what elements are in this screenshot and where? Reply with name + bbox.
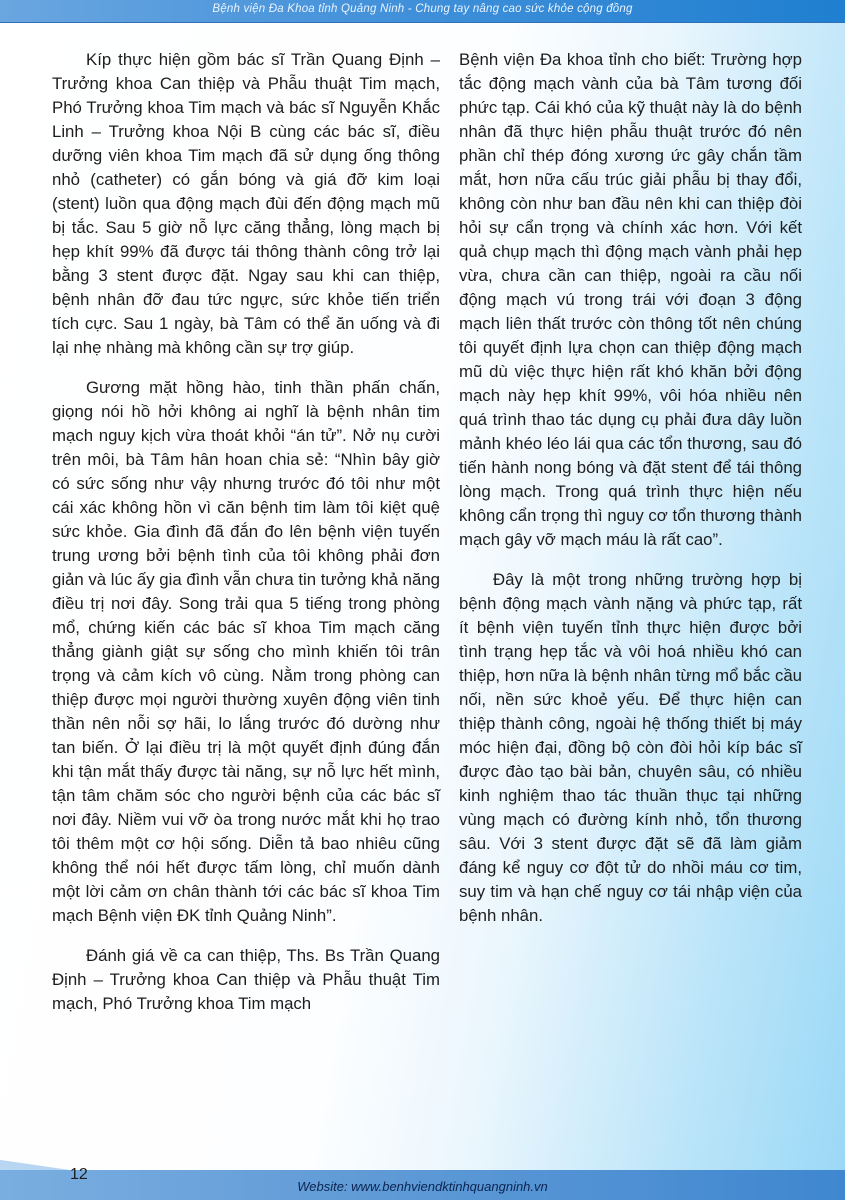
page-footer (0, 1148, 845, 1200)
header-bar (0, 0, 845, 23)
paragraph: Gương mặt hồng hào, tinh thần phấn chấn, giọng nói hồ hởi không ai nghĩ là bệnh nhân tim mạch nguy kịch vừa thoát khỏi “án tử”. Nở nụ cười trên môi, bà Tâm hân hoan chia sẻ: “Nhìn bây giờ có sức sống như vậy nhưng trước đó tôi như một cái xác không hồn vì căn bệnh tim làm tôi kiệt quệ sức khỏe. Gia đình đã đắn đo lên bệnh viện tuyến trung ương bởi bệnh tình của tôi không phải đơn giản và lúc ấy gia đình vẫn chưa tin tưởng khả năng điều trị nơi đây. Song trải qua 5 tiếng trong phòng mổ, chứng kiến các bác sĩ khoa Tim mạch căng thẳng giành giật sự sống cho mình khiến tôi trân trọng và cảm kích vô cùng. Nằm trong phòng can thiệp được mọi người thường xuyên động viên tinh thần nên nỗi sợ hãi, lo lắng trước đó dường như tan biến. Ở lại điều trị là một quyết định đúng đắn khi tận mắt thấy được tài năng, sự nỗ lực hết mình, tận tâm chăm sóc cho người bệnh của các bác sĩ nơi đây. Niềm vui vỡ òa trong nước mắt khi họ trao tôi thêm một cơ hội sống. Diễn tả bao nhiêu cũng không thể nói hết được tấm lòng, chỉ muốn dành một lời cảm ơn chân thành tới các bác sĩ khoa Tim mạch Bệnh viện ĐK tỉnh Quảng Ninh”. (52, 378, 440, 925)
header-tagline: Bệnh viện Đa Khoa tỉnh Quảng Ninh - Chung tay nâng cao sức khỏe cộng đồng (212, 3, 633, 15)
website-link[interactable]: Website: www.benhviendktinhquangninh.vn (297, 1179, 548, 1194)
paragraph: Đây là một trong những trường hợp bị bệnh động mạch vành nặng và phức tạp, rất ít bệnh viện tuyến tỉnh thực hiện được bởi tình trạng hẹp tắc và vôi hoá nhiều khó can thiệp, hơn nữa là bệnh nhân từng mổ bắc cầu nối, nền sức khoẻ yếu. Để thực hiện can thiệp thành công, ngoài hệ thống thiết bị máy móc hiện đại, đồng bộ còn đòi hỏi kíp bác sĩ được đào tạo bài bản, chuyên sâu, có nhiều kinh nghiệm thao tác thuần thục tại những vùng mạch có đường kính nhỏ, tổn thương sâu. Với 3 stent được đặt sẽ đã làm giảm đáng kể nguy cơ đột tử do nhồi máu cơ tim, suy tim và hạn chế nguy cơ tái nhập viện của bệnh nhân. (459, 570, 802, 925)
paragraph: Kíp thực hiện gồm bác sĩ Trần Quang Định – Trưởng khoa Can thiệp và Phẫu thuật Tim mạch, Phó Trưởng khoa Tim mạch và bác sĩ Nguyễn Khắc Linh – Trưởng khoa Nội B cùng các bác sĩ, điều dưỡng viên khoa Tim mạch đã sử dụng ống thông nhỏ (catheter) có gắn bóng và giá đỡ kim loại (stent) luồn qua động mạch đùi đến động mạch mũ bị tắc. Sau 5 giờ nỗ lực căng thẳng, lòng mạch bị hẹp khít 99% đã được tái thông thành công trở lại bằng 3 stent được đặt. Ngay sau khi can thiệp, bệnh nhân đỡ đau tức ngực, sức khỏe tiến triển tích cực. Sau 1 ngày, bà Tâm có thể ăn uống và đi lại nhẹ nhàng mà không cần sự trợ giúp. (52, 50, 440, 357)
paragraph: Bệnh viện Đa khoa tỉnh cho biết: Trường hợp tắc động mạch vành của bà Tâm tương đối phức tạp. Cái khó của kỹ thuật này là do bệnh nhân đã thực hiện phẫu thuật trước đó nên phần chỉ thép đóng xương ức gây chắn tầm mắt, hơn nữa cấu trúc giải phẫu bị thay đổi, không còn như ban đầu nên khi can thiệp đòi hỏi sự cẩn trọng và chính xác hơn. Với kết quả chụp mạch thì động mạch vành phải hẹp vừa, chưa cần can thiệp, ngoài ra cầu nối động mạch vú trong trái với đoạn 3 động mạch liên thất trước còn thông tốt nên chúng tôi quyết định lựa chọn can thiệp động mạch mũ dù việc thực hiện rất khó khăn bởi động mạch này hẹp khít 99%, vôi hóa nhiều nên quá trình thao tác dụng cụ phải đưa dây luồn mảnh khéo léo lái qua các tổn thương, sau đó tiến hành nong bóng và đặt stent để tái thông lòng mạch. Trong quá trình thực hiện nếu không cẩn trọng thì nguy cơ tổn thương thành mạch gây vỡ mạch máu là rất cao”. (459, 50, 802, 549)
page-number: 12 (70, 1166, 88, 1183)
article-right-column (459, 48, 802, 944)
paragraph: Đánh giá về ca can thiệp, Ths. Bs Trần Quang Định – Trưởng khoa Can thiệp và Phẫu thuật Tim mạch, Phó Trưởng khoa Tim mạch (52, 946, 440, 1013)
article-left-column (52, 48, 440, 1032)
